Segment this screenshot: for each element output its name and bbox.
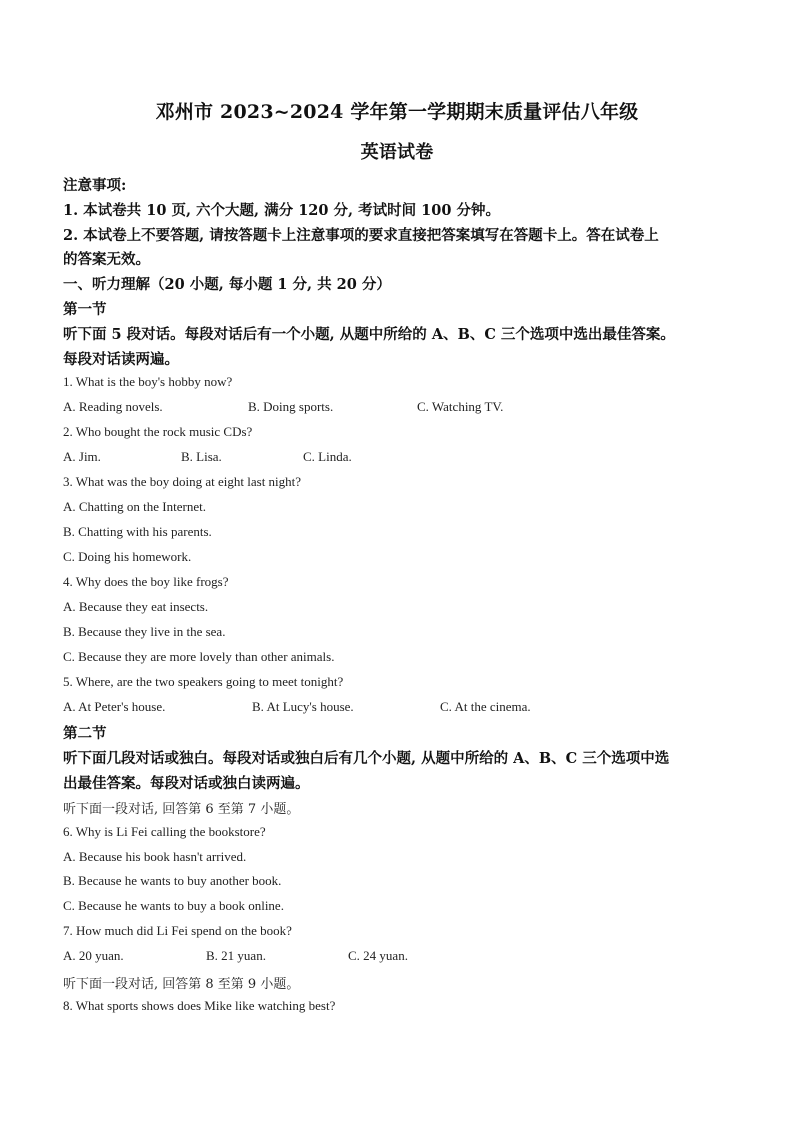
notice-item-2: 2. 本试卷上不要答题, 请按答题卡上注意事项的要求直接把答案填写在答题卡上。答在试卷上 bbox=[63, 227, 659, 244]
notice-heading: 注意事项: bbox=[63, 177, 127, 194]
exam-title: 邓州市 2023~2024 学年第一学期期末质量评估八年级 bbox=[155, 101, 639, 123]
question-2-option-b: B. Lisa. bbox=[181, 449, 222, 464]
notice-item-2-cont: 的答案无效。 bbox=[63, 251, 150, 268]
question-7-option-c: C. 24 yuan. bbox=[348, 948, 408, 963]
question-1-option-b: B. Doing sports. bbox=[248, 399, 334, 414]
question-1-option-a: A. Reading novels. bbox=[63, 399, 163, 414]
question-3: 3. What was the boy doing at eight last night? bbox=[63, 474, 302, 489]
question-5: 5. Where, are the two speakers going to meet tonight? bbox=[63, 674, 344, 689]
question-6: 6. Why is Li Fei calling the bookstore? bbox=[63, 824, 266, 839]
question-6-option-a: A. Because his book hasn't arrived. bbox=[63, 849, 247, 864]
question-7-option-a: A. 20 yuan. bbox=[63, 948, 124, 963]
section-2-instructions: 听下面几段对话或独白。每段对话或独白后有几个小题, 从题中所给的 A、B、C 三个选项中选 bbox=[63, 750, 670, 767]
exam-subtitle: 英语试卷 bbox=[360, 142, 434, 163]
question-1-option-c: C. Watching TV. bbox=[417, 399, 504, 414]
dialogue-2-instruction: 听下面一段对话, 回答第 8 至第 9 小题。 bbox=[63, 977, 300, 992]
question-4-option-c: C. Because they are more lovely than other animals. bbox=[63, 649, 335, 664]
question-1: 1. What is the boy's hobby now? bbox=[63, 374, 233, 389]
section-1-heading: 第一节 bbox=[63, 301, 107, 318]
question-6-option-b: B. Because he wants to buy another book. bbox=[63, 873, 282, 888]
question-8: 8. What sports shows does Mike like watching best? bbox=[63, 998, 336, 1013]
question-3-option-a: A. Chatting on the Internet. bbox=[63, 499, 206, 514]
question-2: 2. Who bought the rock music CDs? bbox=[63, 424, 253, 439]
question-7: 7. How much did Li Fei spend on the book? bbox=[63, 923, 292, 938]
question-6-option-c: C. Because he wants to buy a book online. bbox=[63, 898, 284, 913]
section-2-heading: 第二节 bbox=[63, 725, 107, 742]
part-1-heading: 一、听力理解（20 小题, 每小题 1 分, 共 20 分） bbox=[63, 276, 391, 293]
question-5-option-b: B. At Lucy's house. bbox=[252, 699, 354, 714]
question-4-option-a: A. Because they eat insects. bbox=[63, 599, 209, 614]
question-3-option-b: B. Chatting with his parents. bbox=[63, 524, 212, 539]
section-2-instructions-cont: 出最佳答案。每段对话或独白读两遍。 bbox=[63, 775, 310, 792]
question-7-option-b: B. 21 yuan. bbox=[206, 948, 266, 963]
section-1-instructions-cont: 每段对话读两遍。 bbox=[63, 351, 179, 368]
question-4: 4. Why does the boy like frogs? bbox=[63, 574, 229, 589]
question-5-option-a: A. At Peter's house. bbox=[63, 699, 166, 714]
section-1-instructions: 听下面 5 段对话。每段对话后有一个小题, 从题中所给的 A、B、C 三个选项中选出最佳答案。 bbox=[63, 326, 675, 343]
question-3-option-c: C. Doing his homework. bbox=[63, 549, 192, 564]
dialogue-1-instruction: 听下面一段对话, 回答第 6 至第 7 小题。 bbox=[63, 802, 300, 817]
notice-item-1: 1. 本试卷共 10 页, 六个大题, 满分 120 分, 考试时间 100 分钟。 bbox=[63, 202, 500, 219]
question-2-option-c: C. Linda. bbox=[303, 449, 352, 464]
question-2-option-a: A. Jim. bbox=[63, 449, 101, 464]
question-4-option-b: B. Because they live in the sea. bbox=[63, 624, 226, 639]
question-5-option-c: C. At the cinema. bbox=[440, 699, 531, 714]
